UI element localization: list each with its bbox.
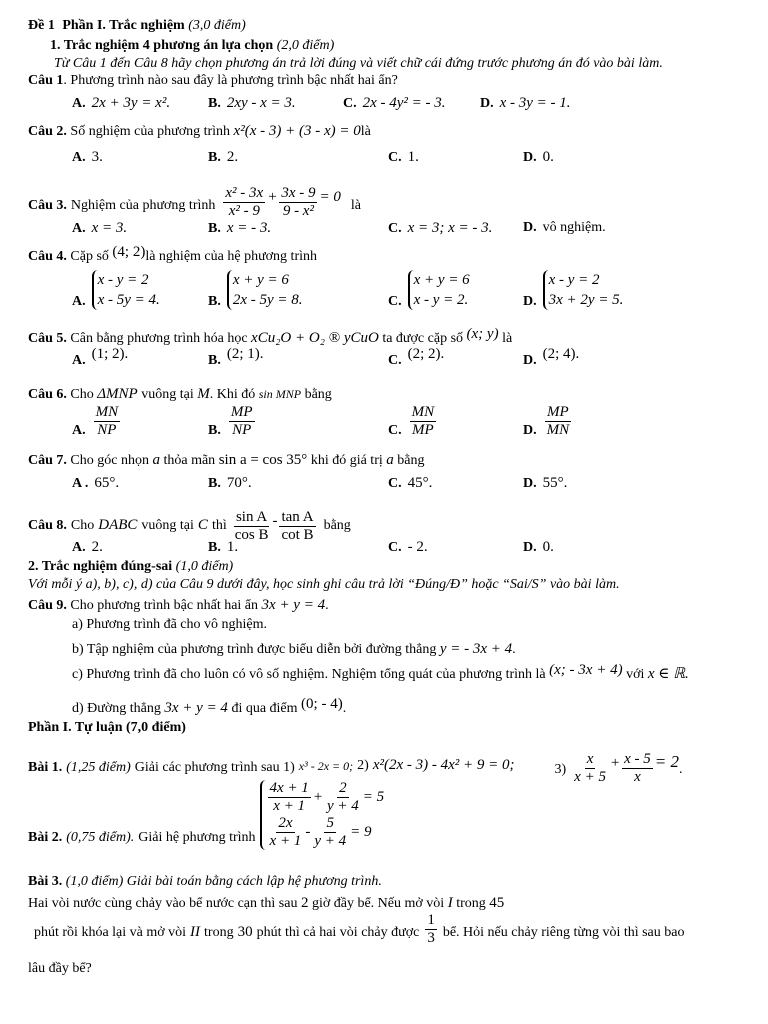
q7-option-c: C. 45°. <box>388 475 433 491</box>
q8-option-c: C. - 2. <box>388 539 428 555</box>
q5-option-b: B. (2; 1). <box>208 346 264 368</box>
chemical-equation: xCu₂O + O₂ ® yCuO <box>251 330 379 346</box>
q4-option-d: D. x - y = 2 3x + 2y = 5. <box>523 272 624 309</box>
section2-heading <box>28 559 768 575</box>
question-3: Câu 3. Nghiệm của phương trình $\frac{\text{x² - 3x}}{\text{x² - 9}}$ + $\frac{3x - 9}{\text{9 - x²}}$ = 0 là <box>28 185 361 219</box>
bai-3-line-1: Hai vòi nước cùng chảy vào bể nước cạn thì sau 2 giờ đầy bể. Nếu mở vòi I trong 45 <box>28 895 505 911</box>
fraction: $\frac{3x - 9}{\text{9 - x²}}$ <box>281 185 316 219</box>
q9-statement-a: a) Phương trình đã cho vô nghiệm. <box>72 617 268 632</box>
q1-option-c: C. 2x - 4y² = - 3. <box>343 95 446 111</box>
q6-option-b: B. $\frac{MP}{NP}$ <box>208 404 253 438</box>
question-label: Câu 8. <box>28 518 67 533</box>
q4-option-b: B. x + y = 6 2x - 5y = 8. <box>208 272 303 309</box>
question-1 <box>28 73 768 89</box>
q9-statement-c: c) Phương trình đã cho luôn có vô số nghiệm. Nghiệm tổng quát của phương trình là (x; - 3x + 4) với x ∈ ℝ. <box>72 662 689 682</box>
q5-option-a: A. (1; 2). <box>72 346 129 368</box>
bai-1: Bài 1. (1,25 điểm) Giải các phương trình sau 1) x³ - 2x = 0; 2) x²(2x - 3) - 4x² + 9 = 0; 3) $\frac{x}{x + 5}$ + $\frac{x - 5}{x}$ = 2 . <box>28 751 683 785</box>
equation-system: $\frac{4x + 1}{x + 1}$ + $\frac{2}{y + 4}$ = 5 $\frac{2x}{x + 1}$ - $\frac{5}{y + 4}$ = 9 <box>260 780 385 850</box>
section1-heading <box>50 38 768 54</box>
q6-option-a: A. $\frac{MN}{NP}$ <box>72 404 119 438</box>
q3-option-c: C. x = 3; x = - 3. <box>388 220 493 236</box>
question-6: Câu 6. Cho ΔMNP vuông tại M. Khi đó sin MNP bằng <box>28 386 332 402</box>
bai-3-heading: Bài 3. (1,0 điểm) Giải bài toán bằng cách lập hệ phương trình. <box>28 874 382 889</box>
question-8: Câu 8. Cho DABC vuông tại C thì $\frac{\text{sin A}}{\text{cos B}}$ - $\frac{\text{tan A}}{\text{cot B}}$ bằng <box>28 509 351 543</box>
question-text: Cặp số <box>70 249 109 264</box>
q7-option-b: B. 70°. <box>208 475 252 491</box>
section2-title: 2. Trắc nghiệm đúng-sai <box>28 559 173 574</box>
q7-option-a: A . 65°. <box>72 475 120 491</box>
bai-3-line-2: phút rồi khóa lại và mở vòi II trong 30 phút thì cả hai vòi chảy được $\frac{1}{3}$ bể. Hỏi nếu chảy riêng từng vòi thì sau bao <box>34 912 685 946</box>
question-label: Câu 2. <box>28 124 67 139</box>
question-label: Câu 3. <box>28 198 67 213</box>
question-label: Câu 7. <box>28 453 67 468</box>
question-label: Câu 1 <box>28 73 64 88</box>
exam-header <box>28 18 768 34</box>
question-label: Câu 4. <box>28 249 67 264</box>
q6-option-c: C. $\frac{MN}{MP}$ <box>388 404 435 438</box>
question-label: Câu 9. <box>28 598 67 613</box>
part-points: (3,0 điểm) <box>188 18 246 33</box>
q1-option-d: D. x - 3y = - 1. <box>480 95 571 111</box>
q9-statement-d: d) Đường thẳng 3x + y = 4 đi qua điểm (0; - 4). <box>72 696 347 716</box>
part2-title: Phần I. Tự luận (7,0 điểm) <box>28 720 186 735</box>
question-label: Câu 5. <box>28 331 67 346</box>
bai-2: Bài 2. (0,75 điểm). Giải hệ phương trình $\frac{4x + 1}{x + 1}$ + $\frac{2}{y + 4}$ = 5 $\frac{2x}{x + 1}$ - $\frac{5}{y + 4}$ = 9 <box>28 780 385 849</box>
question-text: Nghiệm của phương trình <box>70 198 216 213</box>
q3-option-d: D. vô nghiệm. <box>523 220 606 235</box>
pair: (4; 2) <box>112 244 146 260</box>
q1-option-a: A. 2x + 3y = x². <box>72 95 171 111</box>
q5-option-d: D. (2; 4). <box>523 346 580 368</box>
question-5: Câu 5. Cân bằng phương trình hóa học xCu₂O + O₂ ® yCuO ta được cặp số (x; y) là <box>28 326 513 346</box>
q4-option-c: C. x + y = 6 x - y = 2. <box>388 272 470 309</box>
section2-points: (1,0 điểm) <box>175 559 234 574</box>
q3-option-b: B. x = - 3. <box>208 220 272 236</box>
question-2: Câu 2. Số nghiệm của phương trình x²(x - 3) + (3 - x) = 0là <box>28 123 371 139</box>
question-text: Số nghiệm của phương trình <box>70 124 231 139</box>
section1-title: 1. Trắc nghiệm 4 phương án lựa chọn <box>50 38 274 53</box>
section2-instruction: Với mỗi ý a), b), c), d) của Câu 9 dưới đây, học sinh ghi câu trả lời “Đúng/Đ” hoặc “Sai/S” vào bài làm. <box>28 577 620 592</box>
q2-option-a: A. 3. <box>72 149 103 165</box>
part-title: Phần I. Trắc nghiệm <box>62 18 185 33</box>
q9-statement-b: b) Tập nghiệm của phương trình được biểu diễn bởi đường thẳng y = - 3x + 4. <box>72 641 516 657</box>
q2-option-b: B. 2. <box>208 149 239 165</box>
question-4: Câu 4. Cặp số (4; 2)là nghiệm của hệ phương trình <box>28 244 317 264</box>
question-text: Cân bằng phương trình hóa học <box>70 331 248 346</box>
equation: x²(x - 3) + (3 - x) = 0 <box>233 123 361 139</box>
q6-option-d: D. $\frac{MP}{MN}$ <box>523 404 570 438</box>
fraction: $\frac{\text{sin A}}{\text{cos B}}$ <box>234 509 269 543</box>
question-7: Câu 7. Cho góc nhọn a thỏa mãn sin a = cos 35° khi đó giá trị a bằng <box>28 452 425 468</box>
question-9: Câu 9. Cho phương trình bậc nhất hai ẩn 3x + y = 4. <box>28 597 329 613</box>
section1-points: (2,0 điểm) <box>276 38 335 53</box>
fraction: $\frac{\text{tan A}}{\text{cot B}}$ <box>281 509 314 543</box>
q2-option-d: D. 0. <box>523 149 554 165</box>
q5-option-c: C. (2; 2). <box>388 346 445 368</box>
q3-option-a: A. x = 3. <box>72 220 128 236</box>
q7-option-d: D. 55°. <box>523 475 568 491</box>
q8-option-a: A. 2. <box>72 539 103 555</box>
bai-3-line-3: lâu đầy bể? <box>28 961 92 976</box>
q2-option-c: C. 1. <box>388 149 419 165</box>
exam-label: Đề 1 <box>28 18 55 33</box>
q1-option-b: B. 2xy - x = 3. <box>208 95 296 111</box>
q8-option-d: D. 0. <box>523 539 554 555</box>
question-label: Câu 6. <box>28 387 67 402</box>
q4-option-a: A. x - y = 2 x - 5y = 4. <box>72 272 160 309</box>
q8-option-b: B. 1. <box>208 539 239 555</box>
fraction: $\frac{\text{x² - 3x}}{\text{x² - 9}}$ <box>225 185 264 219</box>
question-text: . Phương trình nào sau đây là phương trình bậc nhất hai ẩn? <box>63 73 398 88</box>
section1-instruction: Từ Câu 1 đến Câu 8 hãy chọn phương án trả lời đúng và viết chữ cái đứng trước phương án đó vào bài làm. <box>54 56 663 71</box>
